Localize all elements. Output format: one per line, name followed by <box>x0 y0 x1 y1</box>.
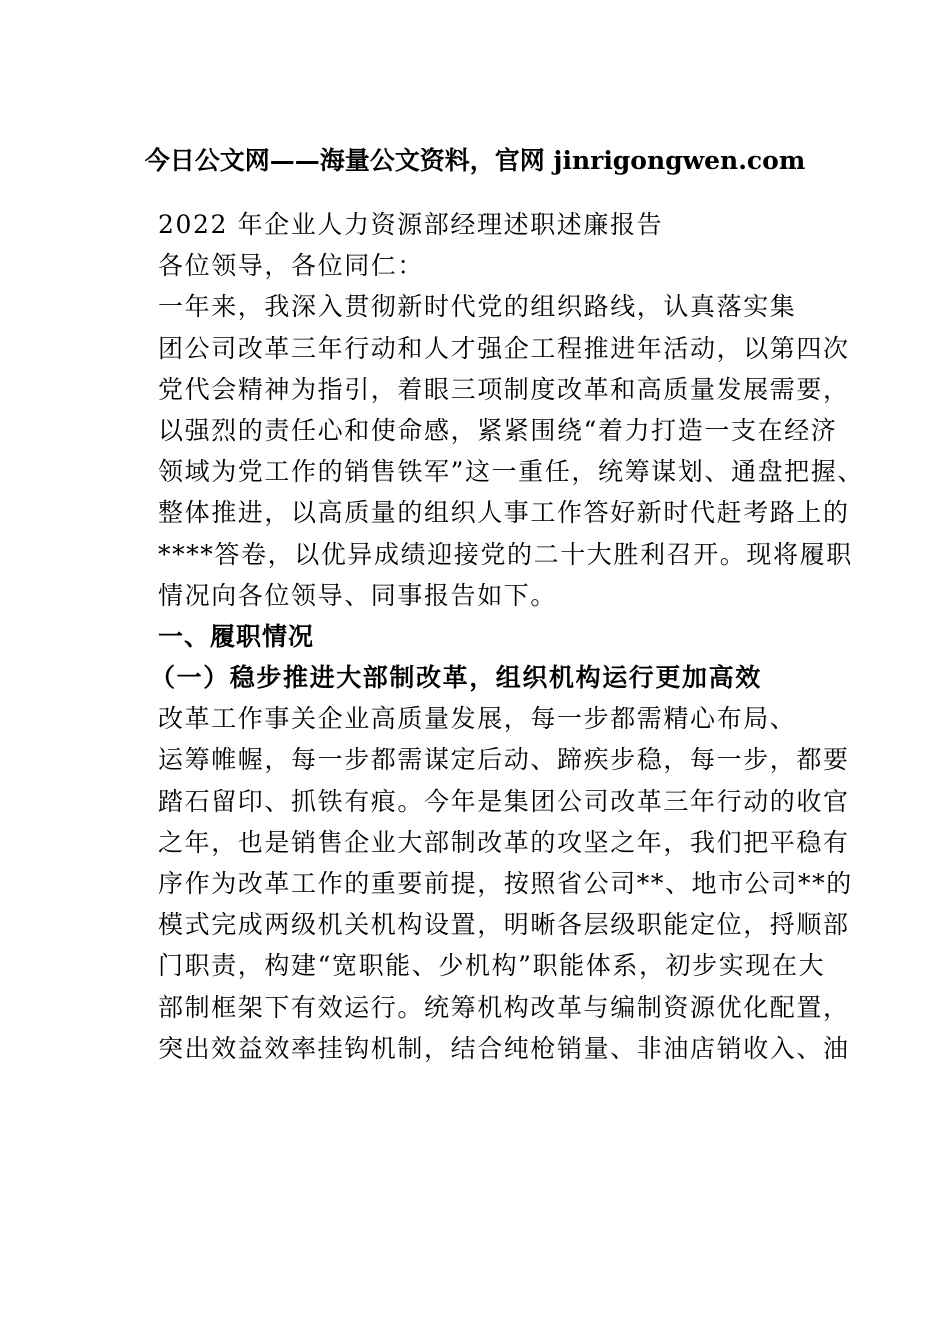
paragraph-line: 以强烈的责任心和使命感，紧紧围绕“着力打造一支在经济 <box>158 415 838 445</box>
document-body <box>150 204 864 1069</box>
paragraph-line: 改革工作事关企业高质量发展，每一步都需精心布局、 <box>158 704 797 734</box>
paragraph-line: 突出效益效率挂钩机制，结合纯枪销量、非油店销收入、油 <box>158 1033 850 1063</box>
paragraph-line: ****答卷，以优异成绩迎接党的二十大胜利召开。现将履职 <box>158 539 853 569</box>
subsection-heading: （一）稳步推进大部制改革，组织机构运行更加高效 <box>150 663 762 693</box>
paragraph-line: 领域为党工作的销售铁军”这一重任，统筹谋划、通盘把握、 <box>158 457 864 487</box>
paragraph-line: 一年来，我深入贯彻新时代党的组织路线，认真落实集 <box>158 292 797 322</box>
paragraph-line: 部制框架下有效运行。统筹机构改革与编制资源优化配置， <box>158 992 850 1022</box>
paragraph-line: 运筹帷幄，每一步都需谋定后动、蹄疾步稳，每一步，都要 <box>158 745 850 775</box>
site-watermark-header: 今日公文网——海量公文资料，官网 jinrigongwen.com <box>144 146 806 175</box>
paragraph-line: 团公司改革三年行动和人才强企工程推进年活动，以第四次 <box>158 333 850 363</box>
document-title: 2022 年企业人力资源部经理述职述廉报告 <box>158 210 664 239</box>
paragraph-line: 踏石留印、抓铁有痕。今年是集团公司改革三年行动的收官 <box>158 786 850 816</box>
paragraph-line: 之年，也是销售企业大部制改革的攻坚之年，我们把平稳有 <box>158 827 850 857</box>
paragraph-line: 党代会精神为指引，着眼三项制度改革和高质量发展需要， <box>158 374 850 404</box>
paragraph-line: 门职责，构建“宽职能、少机构”职能体系，初步实现在大 <box>158 951 826 981</box>
paragraph-line: 整体推进，以高质量的组织人事工作答好新时代赶考路上的 <box>158 498 850 528</box>
salutation: 各位领导，各位同仁： <box>158 251 425 281</box>
paragraph-line: 模式完成两级机关机构设置，明晰各层级职能定位，捋顺部 <box>158 910 850 940</box>
paragraph-line: 情况向各位领导、同事报告如下。 <box>158 580 558 610</box>
section-heading: 一、履职情况 <box>158 621 315 651</box>
paragraph-line: 序作为改革工作的重要前提，按照省公司**、地市公司**的 <box>158 869 853 898</box>
